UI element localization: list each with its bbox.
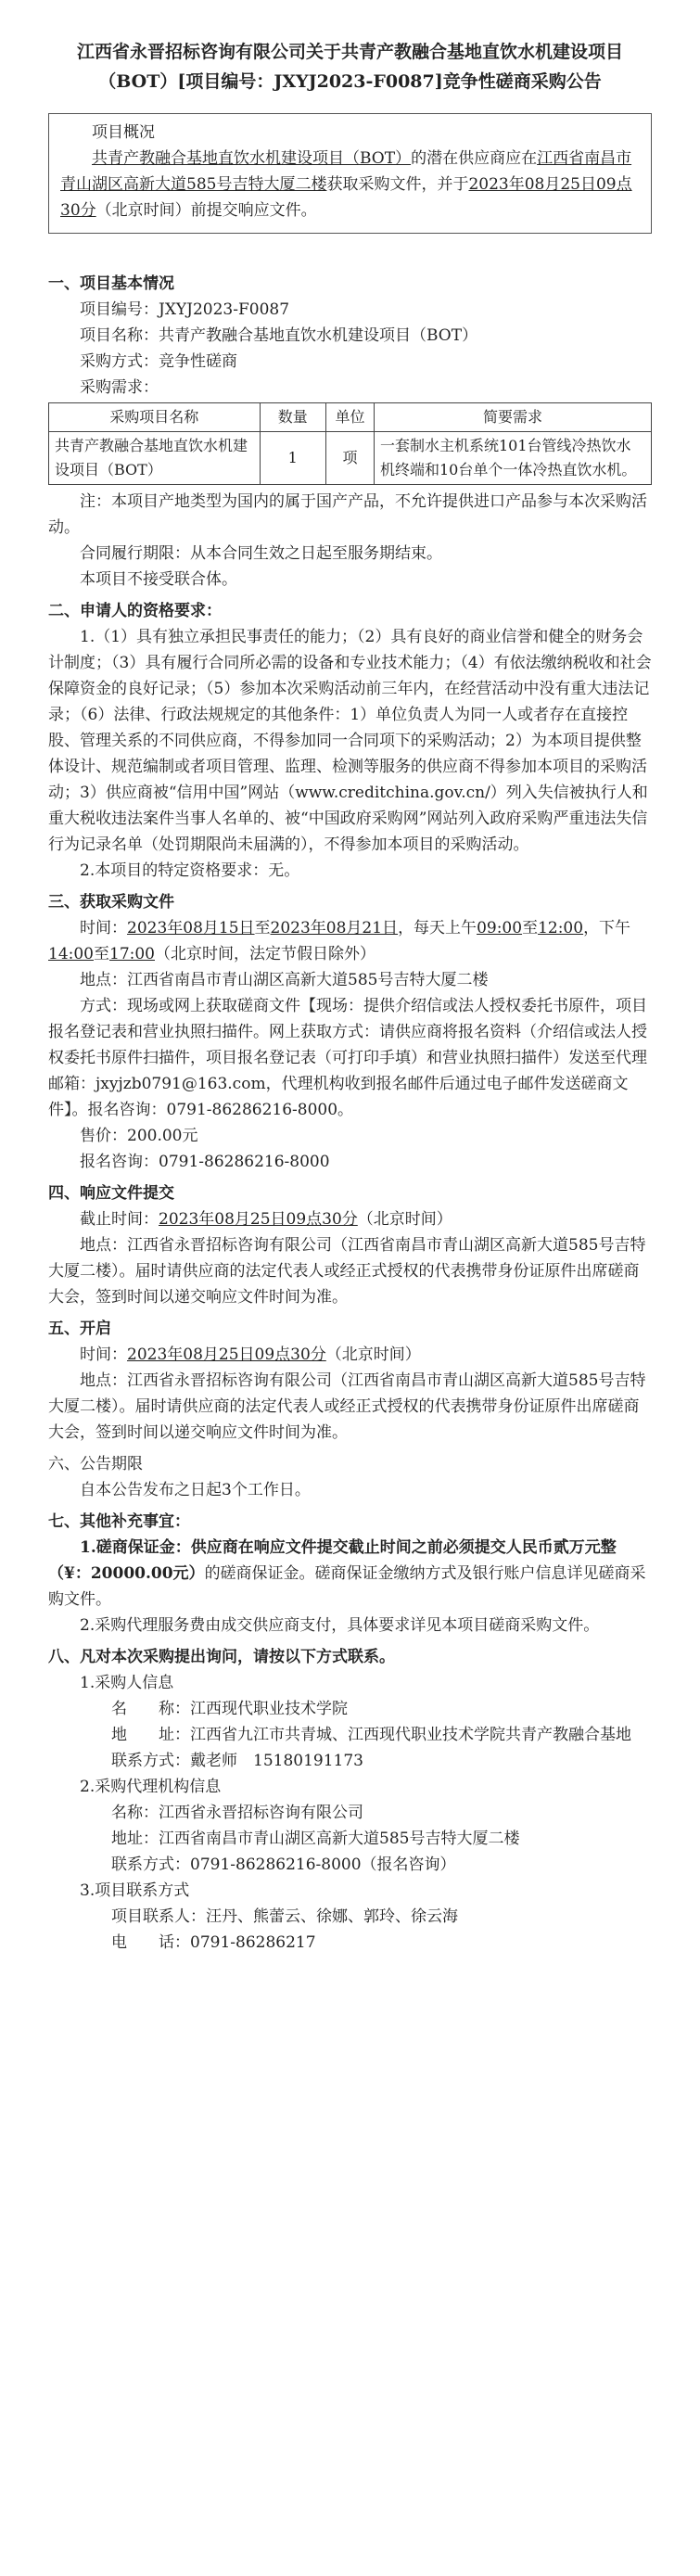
project-contact-people: 项目联系人：汪丹、熊蕾云、徐娜、郭玲、徐云海 bbox=[111, 1907, 458, 1926]
section-3-title: 三、获取采购文件 bbox=[48, 893, 174, 912]
no-consortium: 本项目不接受联合体。 bbox=[80, 570, 237, 589]
project-number: 项目编号：JXYJ2023-F0087 bbox=[80, 300, 290, 319]
section-2-title: 二、申请人的资格要求： bbox=[48, 602, 222, 620]
submission-place: 地点：江西省永晋招标咨询有限公司（江西省南昌市青山湖区高新大道585号吉特大厦二楼）。届时请供应商的法定代表人或经正式授权的代表携带身份证原件出席磋商大会，签到时间以递交响应文件时间为准。 bbox=[48, 1236, 646, 1307]
text-part: （北京时间，法定节假日除外） bbox=[155, 945, 375, 963]
text-part: 至 bbox=[522, 919, 539, 937]
overview-text bbox=[60, 146, 640, 223]
text-part: 的磋商保证金。磋商保证金缴纳方式及银行账户信息详见磋商采购文件。 bbox=[48, 1564, 646, 1609]
qualification-general: 1.（1）具有独立承担民事责任的能力；（2）具有良好的商业信誉和健全的财务会计制度；（3）具有履行合同所必需的设备和专业技术能力；（4）有依法缴纳税收和社会保障资金的良好记录；（5）参加本次采购活动前三年内，在经营活动中没有重大违法记录；（6）法律、行政法规规定的其他条件：1）单位负责人为同一人或者存在直接控股、管理关系的不同供应商，不得参加同一合同项下的采购活动；2）为本项目提供整体设计、规范编制或者项目管理、监理、检测等服务的供应商不得参加本项目的采购活动；3）供应商被“信用中国”网站（www.creditchina.gov.cn/）列入失信被执行人和重大税收违法案件当事人名单的、被“中国政府采购网”网站列入政府采购严重违法失信行为记录名单（处罚期限尚未届满的），不得参加本项目的采购活动。 bbox=[48, 628, 652, 854]
section-4-title: 四、响应文件提交 bbox=[48, 1184, 174, 1203]
time-value: 14:00 bbox=[48, 945, 94, 963]
document-place: 地点：江西省南昌市青山湖区高新大道585号吉特大厦二楼 bbox=[80, 971, 489, 989]
submission-deadline bbox=[48, 1206, 652, 1232]
deposit-amount: 1.磋商保证金：供应商在响应文件提交截止时间之前必须提交人民币贰万元整（¥：20000.00元） bbox=[48, 1538, 617, 1583]
table-cell: 共青产教融合基地直饮水机建设项目（BOT） bbox=[49, 432, 261, 485]
table-cell: 1 bbox=[260, 432, 326, 485]
text-part: 时间： bbox=[80, 1345, 127, 1364]
text-part: （北京时间） bbox=[357, 1210, 452, 1229]
overview-text-part: 获取采购文件，并于 bbox=[326, 175, 469, 194]
agency-fee-info: 2.采购代理服务费由成交供应商支付，具体要求详见本项目磋商采购文件。 bbox=[80, 1616, 600, 1635]
purchaser-address: 地 址：江西省九江市共青城、江西现代职业技术学院共青产教融合基地 bbox=[111, 1726, 631, 1744]
agency-info-title: 2.采购代理机构信息 bbox=[80, 1778, 222, 1796]
table-header: 数量 bbox=[260, 403, 326, 432]
agency-name: 名称：江西省永晋招标咨询有限公司 bbox=[111, 1804, 363, 1822]
opening-time-value: 2023年08月25日09点30分 bbox=[127, 1345, 326, 1364]
overview-project-name: 共青产教融合基地直饮水机建设项目（BOT） bbox=[92, 149, 412, 168]
table-header: 简要需求 bbox=[375, 403, 652, 432]
deposit-info bbox=[48, 1535, 652, 1613]
project-contact-phone: 电 话：0791-86286217 bbox=[111, 1933, 316, 1952]
text-part: ，下午 bbox=[583, 919, 631, 937]
text-part: ，每天上午 bbox=[398, 919, 477, 937]
text-part: 至 bbox=[254, 919, 271, 937]
project-contact-title: 3.项目联系方式 bbox=[80, 1881, 190, 1900]
page-title: 江西省永晋招标咨询有限公司关于共青产教融合基地直饮水机建设项目（BOT）[项目编号：JXYJ2023-F0087]竞争性磋商采购公告 bbox=[76, 42, 623, 92]
project-overview-box bbox=[48, 113, 652, 234]
date-start: 2023年08月15日 bbox=[127, 919, 255, 937]
purchaser-info-title: 1.采购人信息 bbox=[80, 1674, 174, 1692]
opening-place: 地点：江西省永晋招标咨询有限公司（江西省南昌市青山湖区高新大道585号吉特大厦二楼）。届时请供应商的法定代表人或经正式授权的代表携带身份证原件出席磋商大会，签到时间以递交响应文件时间为准。 bbox=[48, 1371, 646, 1442]
registration-consult: 报名咨询：0791-86286216-8000 bbox=[80, 1153, 330, 1171]
overview-address: 江西省南昌市青山湖区高新大道585号吉特大厦二楼 bbox=[60, 149, 632, 194]
section-7-title: 七、其他补充事宜： bbox=[48, 1512, 190, 1531]
document-time bbox=[48, 915, 652, 967]
time-value: 12:00 bbox=[538, 919, 584, 937]
contract-period: 合同履行期限：从本合同生效之日起至服务期结束。 bbox=[80, 544, 442, 563]
deadline-value: 2023年08月25日09点30分 bbox=[159, 1210, 358, 1229]
text-part: （北京时间） bbox=[325, 1345, 421, 1364]
table-header: 采购项目名称 bbox=[49, 403, 261, 432]
table-header-row bbox=[49, 403, 652, 432]
time-value: 17:00 bbox=[109, 945, 155, 963]
overview-deadline: 2023年08月25日09点30分 bbox=[60, 175, 632, 220]
project-name: 项目名称：共青产教融合基地直饮水机建设项目（BOT） bbox=[80, 326, 478, 345]
purchaser-name: 名 称：江西现代职业技术学院 bbox=[111, 1700, 348, 1718]
text-part: 时间： bbox=[80, 919, 127, 937]
overview-text-part: （北京时间）前提交响应文件。 bbox=[95, 201, 317, 220]
section-5-title: 五、开启 bbox=[48, 1320, 111, 1338]
qualification-specific: 2.本项目的特定资格要求：无。 bbox=[80, 861, 300, 880]
text-part: 截止时间： bbox=[80, 1210, 159, 1229]
overview-header: 项目概况 bbox=[92, 123, 155, 142]
table-row bbox=[49, 432, 652, 485]
overview-text-part: 的潜在供应商应在 bbox=[411, 149, 538, 168]
purchaser-contact: 联系方式：戴老师 15180191173 bbox=[111, 1752, 363, 1770]
table-cell: 一套制水主机系统101台管线冷热饮水机终端和10台单个一体冷热直饮水机。 bbox=[375, 432, 652, 485]
import-note: 注：本项目产地类型为国内的属于国产产品，不允许提供进口产品参与本次采购活动。 bbox=[48, 492, 647, 537]
procurement-method: 采购方式：竞争性磋商 bbox=[80, 352, 237, 371]
announcement-period: 自本公告发布之日起3个工作日。 bbox=[80, 1481, 311, 1499]
requirements-table bbox=[48, 402, 652, 485]
section-6-title: 六、公告期限 bbox=[48, 1455, 143, 1473]
agency-address: 地址：江西省南昌市青山湖区高新大道585号吉特大厦二楼 bbox=[111, 1830, 520, 1848]
table-header: 单位 bbox=[326, 403, 375, 432]
agency-contact: 联系方式：0791-86286216-8000（报名咨询） bbox=[111, 1855, 456, 1874]
procurement-needs-label: 采购需求： bbox=[80, 378, 159, 397]
date-end: 2023年08月21日 bbox=[270, 919, 399, 937]
section-8-title: 八、凡对本次采购提出询问，请按以下方式联系。 bbox=[48, 1648, 395, 1666]
document-price: 售价：200.00元 bbox=[80, 1127, 198, 1145]
time-value: 09:00 bbox=[477, 919, 523, 937]
table-cell: 项 bbox=[326, 432, 375, 485]
text-part: 至 bbox=[94, 945, 109, 963]
opening-time bbox=[48, 1342, 652, 1368]
document-way: 方式：现场或网上获取磋商文件【现场：提供介绍信或法人授权委托书原件，项目报名登记表和营业执照扫描件。网上获取方式：请供应商将报名资料（介绍信或法人授权委托书原件扫描件，项目报名登记表（可打印手填）和营业执照扫描件）发送至代理邮箱：jxyjzb0791@163.com，代理机构收到报名邮件后通过电子邮件发送磋商文件】。报名咨询：0791-86286216-8000。 bbox=[48, 997, 647, 1119]
section-1-title: 一、项目基本情况 bbox=[48, 274, 174, 293]
